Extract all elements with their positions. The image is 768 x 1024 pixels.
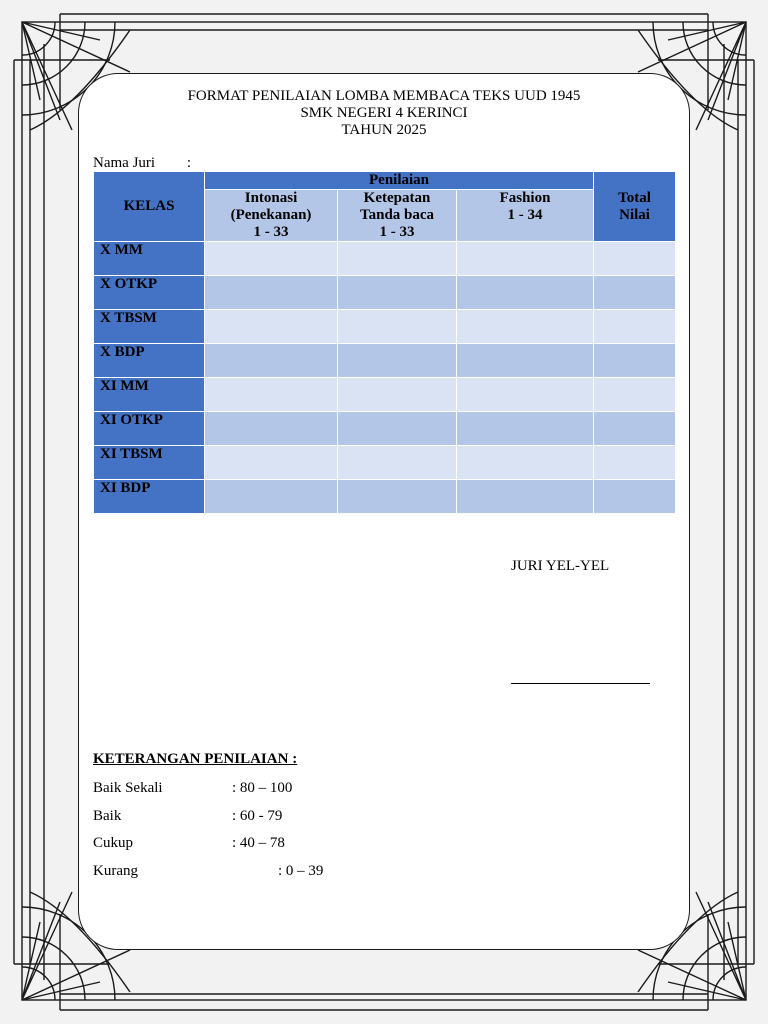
table-row <box>94 242 676 276</box>
total-header-line1: Total <box>618 189 651 206</box>
header-title: FORMAT PENILAIAN LOMBA MEMBACA TEKS UUD 1945 <box>187 88 581 104</box>
table-row <box>94 480 676 514</box>
juri-label: Nama Juri <box>93 155 156 171</box>
row-label: X TBSM <box>94 310 205 344</box>
score-cell[interactable] <box>205 242 338 276</box>
keterangan-title: KETERANGAN PENILAIAN : <box>93 751 298 767</box>
score-cell[interactable] <box>205 412 338 446</box>
table-row <box>94 310 676 344</box>
keterangan-item <box>93 780 293 797</box>
score-cell[interactable] <box>457 344 594 378</box>
penilaian-header: Penilaian <box>205 172 594 190</box>
score-cell[interactable] <box>457 242 594 276</box>
signature-title: JURI YEL-YEL <box>511 558 610 574</box>
document-page <box>78 73 690 950</box>
keterangan-label: Baik <box>93 808 122 824</box>
criteria-header-intonasi <box>205 190 338 242</box>
criteria-range: 1 - 33 <box>379 224 415 240</box>
score-cell[interactable] <box>457 446 594 480</box>
score-table <box>93 171 676 514</box>
total-cell[interactable] <box>594 378 676 412</box>
score-cell[interactable] <box>205 378 338 412</box>
score-cell[interactable] <box>338 242 457 276</box>
total-cell[interactable] <box>594 412 676 446</box>
criteria-range: 1 - 33 <box>253 224 289 240</box>
row-label: XI TBSM <box>94 446 205 480</box>
total-header <box>594 172 676 242</box>
table-row <box>94 344 676 378</box>
keterangan-value: : 40 – 78 <box>232 835 285 851</box>
score-cell[interactable] <box>338 480 457 514</box>
row-label: XI OTKP <box>94 412 205 446</box>
score-cell[interactable] <box>338 310 457 344</box>
score-cell[interactable] <box>205 480 338 514</box>
criteria-subname: Tanda baca <box>359 207 435 223</box>
total-cell[interactable] <box>594 310 676 344</box>
table-row <box>94 378 676 412</box>
signature-line[interactable] <box>511 683 650 684</box>
keterangan-item <box>93 808 283 825</box>
header-school: SMK NEGERI 4 KERINCI <box>300 105 468 121</box>
total-cell[interactable] <box>594 276 676 310</box>
score-cell[interactable] <box>457 310 594 344</box>
criteria-header-ketepatan <box>338 190 457 242</box>
criteria-range: 1 - 34 <box>507 207 543 223</box>
keterangan-value: : 0 – 39 <box>278 863 324 879</box>
criteria-name: Intonasi <box>244 190 298 206</box>
keterangan-item <box>93 835 285 852</box>
total-cell[interactable] <box>594 480 676 514</box>
row-label: X MM <box>94 242 205 276</box>
score-cell[interactable] <box>457 480 594 514</box>
keterangan-value: : 80 – 100 <box>232 780 293 796</box>
score-cell[interactable] <box>338 276 457 310</box>
score-cell[interactable] <box>338 344 457 378</box>
criteria-subname: (Penekanan) <box>230 207 312 223</box>
score-cell[interactable] <box>457 276 594 310</box>
kelas-header: KELAS <box>94 172 205 242</box>
keterangan-value: : 60 - 79 <box>232 808 283 824</box>
score-cell[interactable] <box>338 446 457 480</box>
juri-name-row <box>93 155 419 172</box>
criteria-name: Fashion <box>499 190 551 206</box>
score-cell[interactable] <box>205 310 338 344</box>
keterangan-label: Cukup <box>93 835 134 851</box>
keterangan-label: Kurang <box>93 863 138 879</box>
header-year: TAHUN 2025 <box>341 122 427 138</box>
score-cell[interactable] <box>338 378 457 412</box>
document-header <box>79 88 689 139</box>
keterangan-item <box>93 863 324 880</box>
score-cell[interactable] <box>457 412 594 446</box>
table-row <box>94 446 676 480</box>
total-cell[interactable] <box>594 446 676 480</box>
score-cell[interactable] <box>205 446 338 480</box>
keterangan-label: Baik Sekali <box>93 780 163 796</box>
score-cell[interactable] <box>457 378 594 412</box>
total-cell[interactable] <box>594 242 676 276</box>
score-cell[interactable] <box>338 412 457 446</box>
row-label: XI MM <box>94 378 205 412</box>
total-header-line2: Nilai <box>619 206 650 223</box>
table-row <box>94 276 676 310</box>
row-label: XI BDP <box>94 480 205 514</box>
criteria-name: Ketepatan <box>363 190 431 206</box>
row-label: X OTKP <box>94 276 205 310</box>
score-cell[interactable] <box>205 344 338 378</box>
juri-colon: : <box>186 155 191 171</box>
score-cell[interactable] <box>205 276 338 310</box>
juri-name-field[interactable] <box>191 157 419 172</box>
total-cell[interactable] <box>594 344 676 378</box>
table-row <box>94 412 676 446</box>
criteria-header-fashion <box>457 190 594 242</box>
row-label: X BDP <box>94 344 205 378</box>
